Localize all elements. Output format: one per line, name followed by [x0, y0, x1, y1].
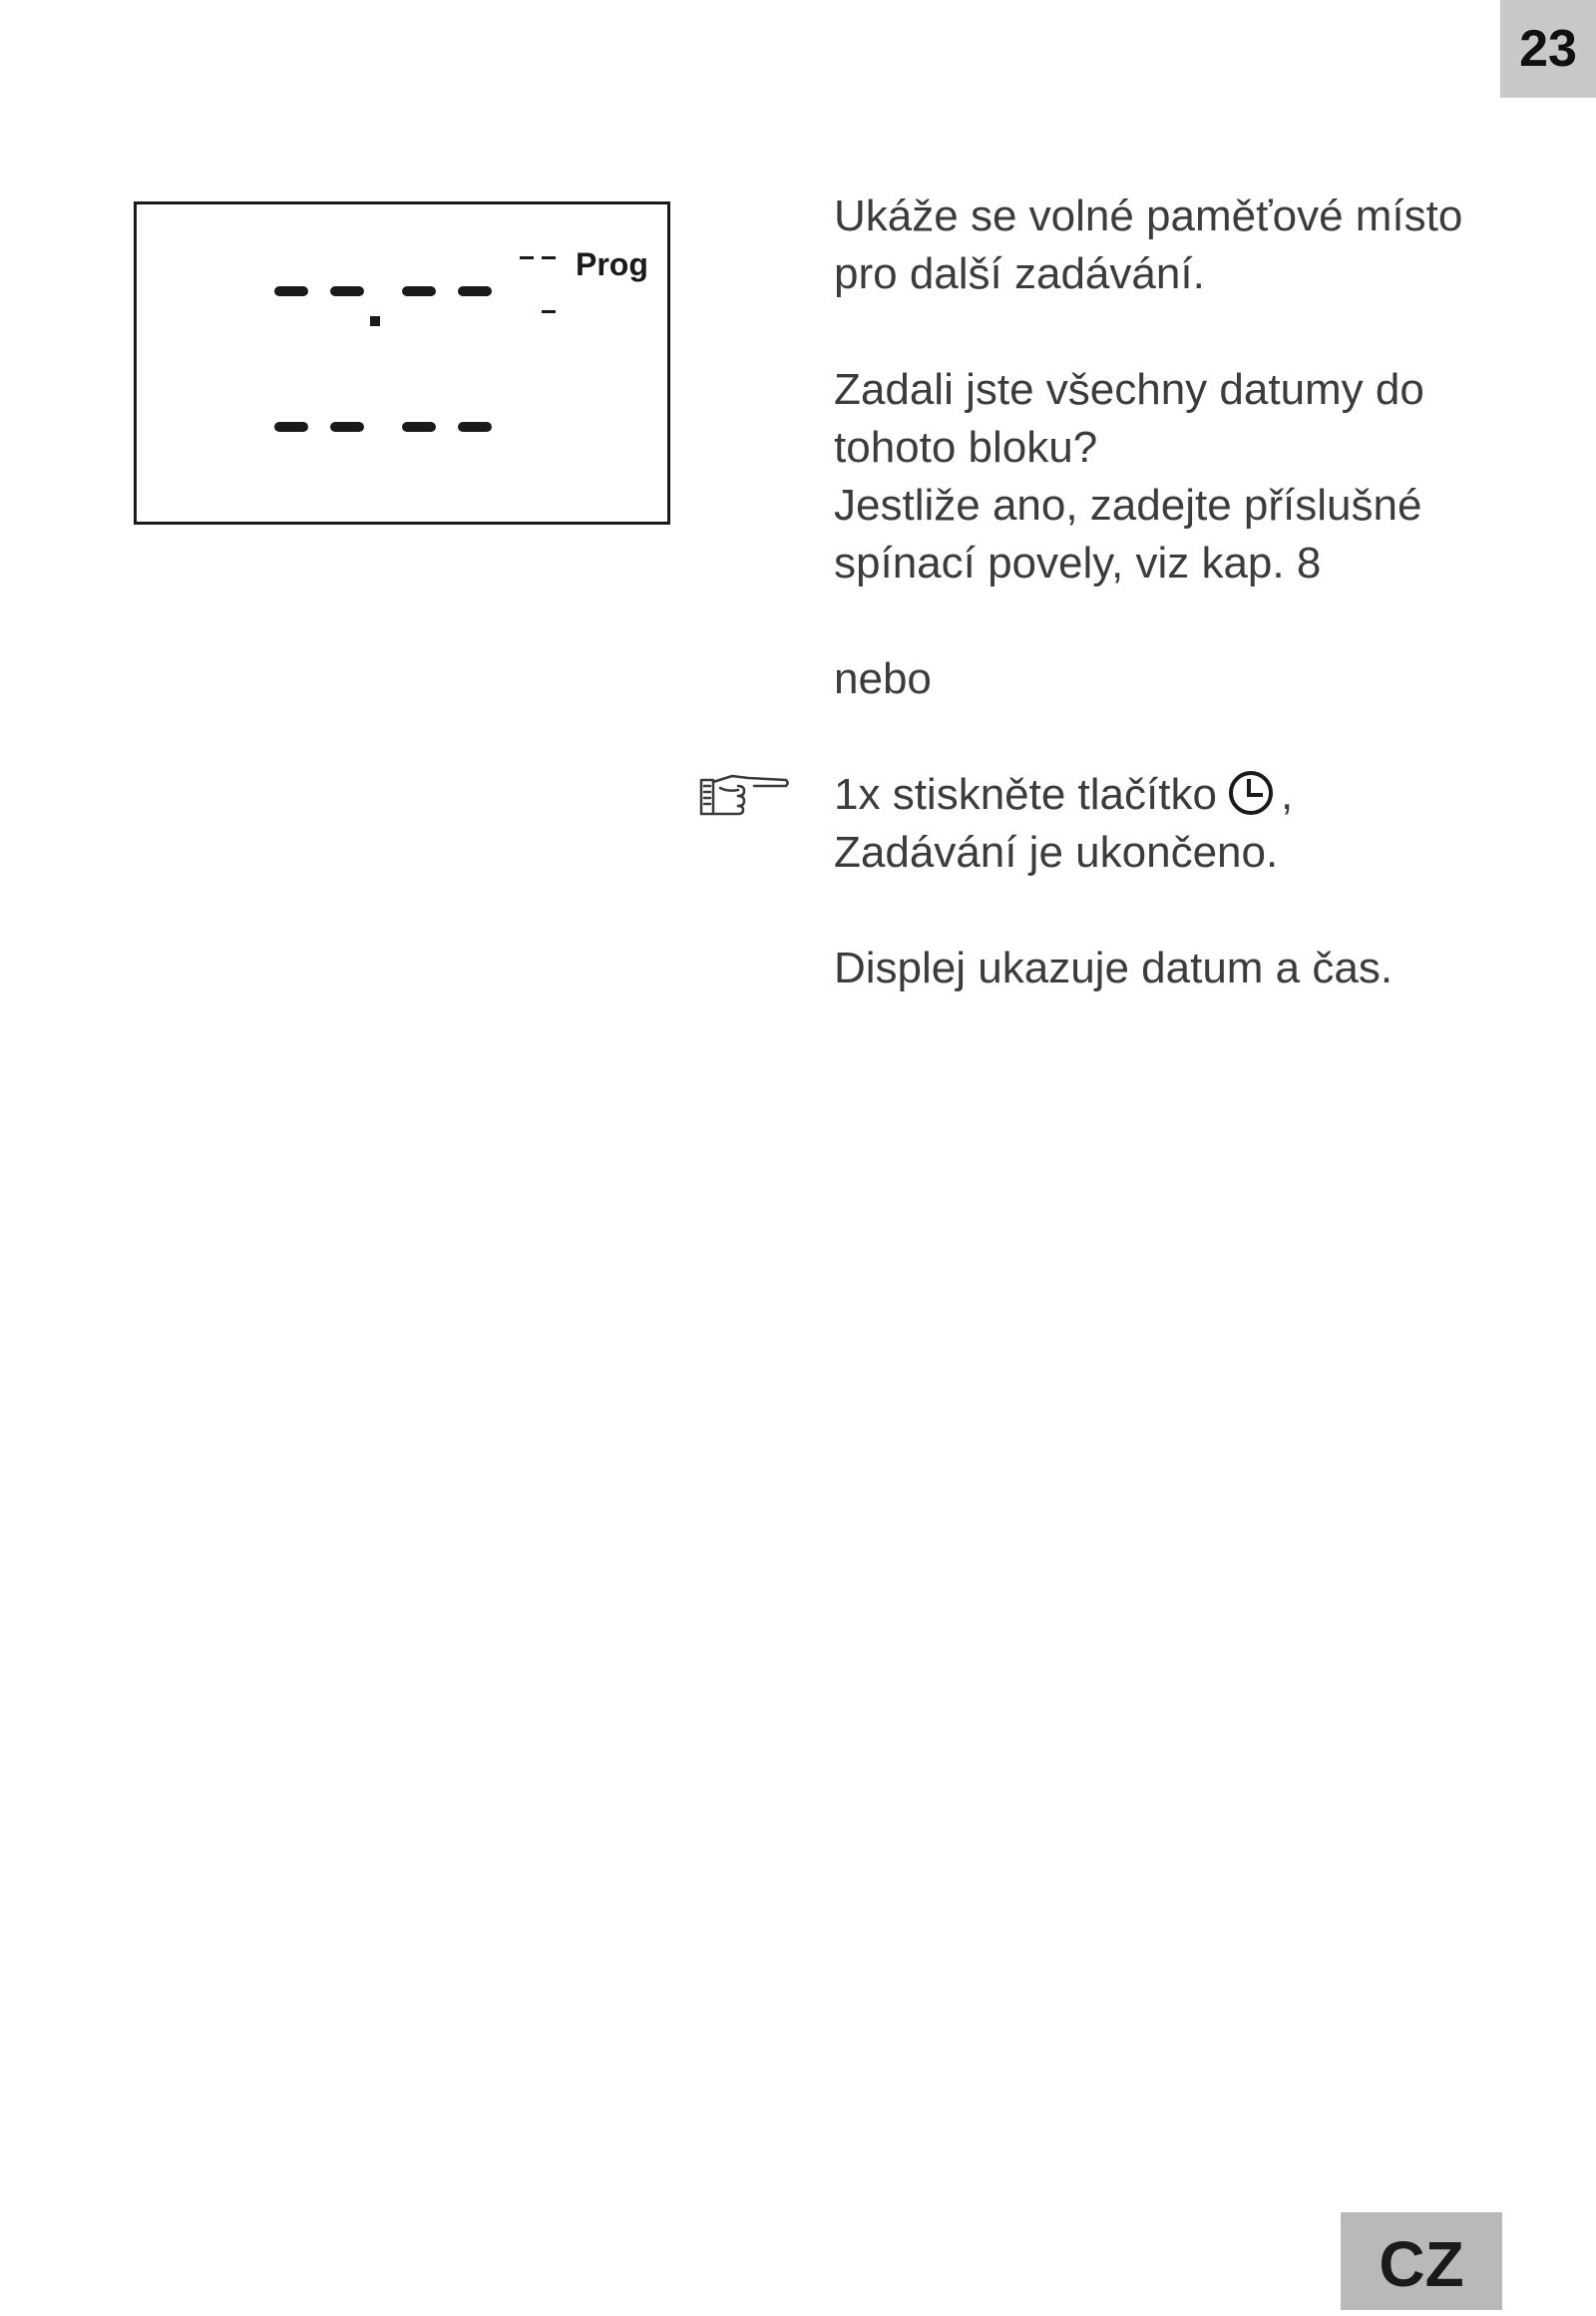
step-line [834, 766, 1512, 824]
lcd-colon-dot [370, 316, 380, 326]
lcd-segment [330, 286, 364, 296]
step-suffix: , [1280, 770, 1294, 819]
text-line: Jestliže ano, zadejte příslušné [834, 481, 1422, 530]
language-tab: CZ [1341, 2212, 1502, 2310]
prog-label: Prog [576, 246, 648, 282]
lcd-segment [330, 422, 364, 432]
lcd-display-illustration [134, 201, 670, 525]
lcd-segment [274, 422, 308, 432]
text-line: spínací povely, viz kap. 8 [834, 539, 1322, 587]
step-text: 1x stiskněte tlačítko [834, 770, 1217, 819]
text-line: Ukáže se volné paměťové místo [834, 192, 1463, 240]
text-line: Displej ukazuje datum a čas. [834, 944, 1394, 992]
pointing-hand-icon [698, 768, 790, 822]
lcd-indicator-dash [542, 310, 556, 313]
lcd-segment [458, 422, 492, 432]
text-line: Zadali jste všechny datumy do [834, 365, 1424, 414]
lcd-segment [458, 286, 492, 296]
lcd-segment [274, 286, 308, 296]
lcd-segment [402, 422, 436, 432]
lcd-indicator-dash [542, 256, 556, 259]
clock-icon [1227, 769, 1275, 817]
text-line: tohoto bloku? [834, 423, 1098, 472]
lcd-segment [402, 286, 436, 296]
text-line: pro další zadávání. [834, 249, 1205, 298]
page-number: 23 [1500, 0, 1596, 98]
instruction-text [834, 188, 1512, 997]
text-line: Zadávání je ukončeno. [834, 828, 1279, 877]
lcd-indicator-dash [520, 256, 534, 259]
text-line: nebo [834, 654, 932, 703]
